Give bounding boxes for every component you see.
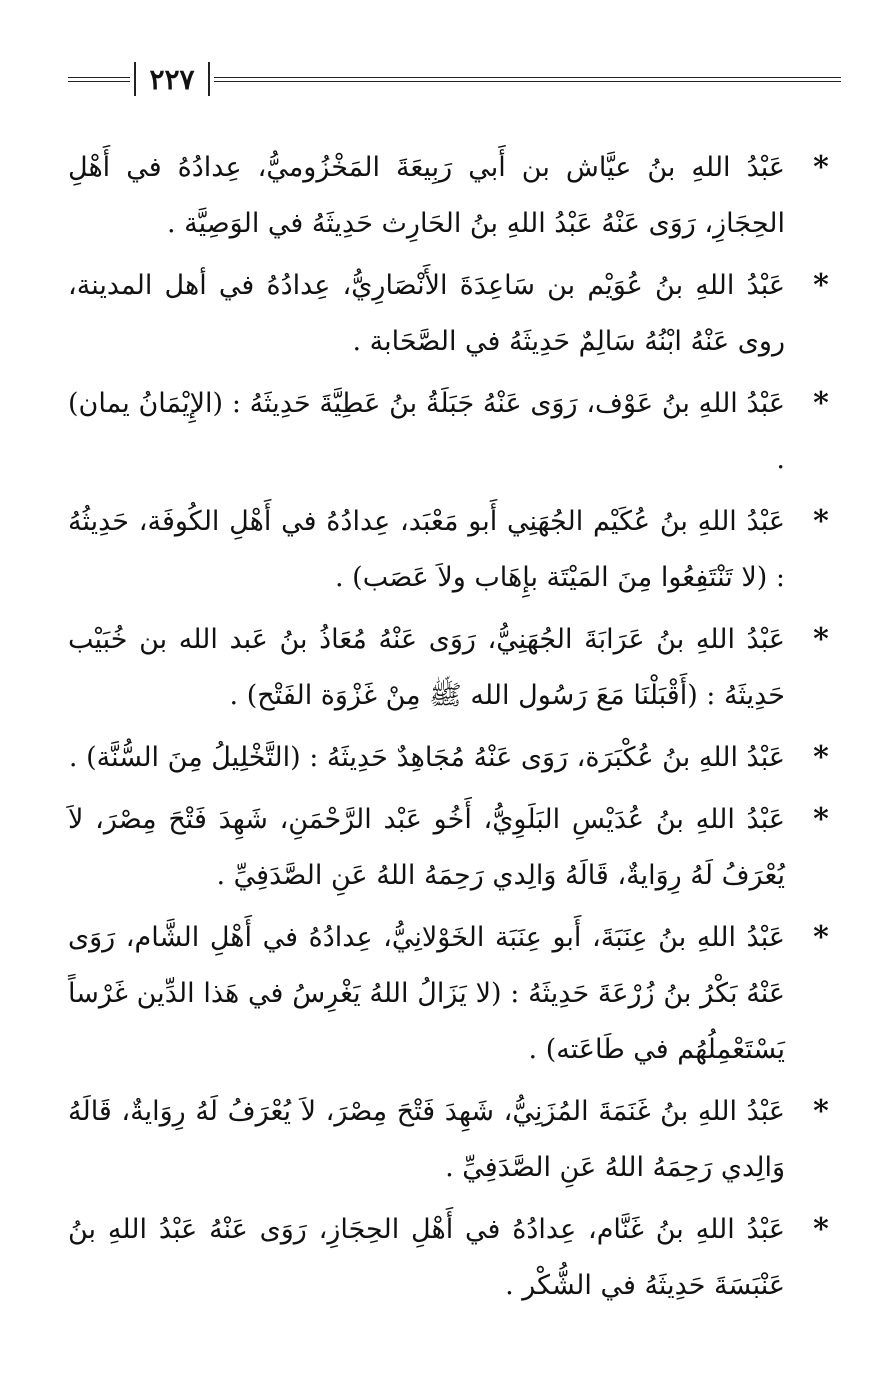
list-item [68, 1084, 841, 1196]
bullet-star: * [813, 622, 829, 657]
bullet-star: * [813, 1094, 829, 1129]
entry-text: عَبْدُ اللهِ بنُ عِنَبَةَ، أَبو عِنَبَة الخَوْلانِيُّ، عِدادُهُ في أَهْلِ الشَّام، رَوَى عَنْهُ بَكْرُ بنُ زُرْعَةَ حَدِيثَهُ : (لا يَزَالُ اللهُ يَغْرِسُ في هَذا الدِّين غَرْساً يَسْتَعْمِلُهُم في طَاعَته) . [68, 922, 785, 1065]
list-item [68, 376, 841, 488]
bullet-star: * [813, 1212, 829, 1247]
header-rule-right [214, 77, 841, 82]
bullet-star: * [813, 740, 829, 775]
list-item [68, 730, 841, 786]
list-item [68, 910, 841, 1078]
bullet-star: * [813, 150, 829, 185]
entry-text: عَبْدُ اللهِ بنُ عيَّاش بن أَبي رَبِيعَةَ المَخْزُوميُّ، عِدادُهُ في أَهْلِ الحِجَازِ، رَوَى عَنْهُ عَبْدُ اللهِ بنُ الحَارِث حَدِيثَهُ في الوَصِيَّة . [68, 152, 785, 239]
entry-text: عَبْدُ اللهِ بنُ غَنَمَةَ المُزَنِيُّ، شَهِدَ فَتْحَ مِصْرَ، لاَ يُعْرَفُ لَهُ رِوَايةٌ، قَالَهُ وَالِدي رَحِمَهُ اللهُ عَنِ الصَّدَفِيِّ . [68, 1096, 785, 1183]
entry-text: عَبْدُ اللهِ بنُ عُكَيْم الجُهَنِي أَبو مَعْبَد، عِدادُهُ في أَهْلِ الكُوفَة، حَدِيثُهُ : (لا تَنْتَفِعُوا مِنَ المَيْتَة بإِهَاب ولاَ عَصَب) . [68, 506, 785, 593]
bullet-star: * [813, 386, 829, 421]
entry-text: عَبْدُ اللهِ بنُ عُوَيْم بن سَاعِدَةَ الأَنْصَارِيُّ، عِدادُهُ في أهل المدينة، روى عَنْهُ ابْنُهُ سَالِمٌ حَدِيثَهُ في الصَّحَابة . [68, 270, 785, 357]
list-item [68, 1202, 841, 1314]
entry-text: عَبْدُ اللهِ بنُ عَرَابَةَ الجُهَنِيُّ، رَوَى عَنْهُ مُعَاذُ بنُ عَبد الله بن خُبَيْب حَدِيثَهُ : (أَقْبَلْنَا مَعَ رَسُول الله ﷺ مِنْ غَزْوَة الفَتْح) . [68, 624, 785, 711]
bullet-star: * [813, 504, 829, 539]
running-header [68, 62, 841, 98]
entry-text: عَبْدُ اللهِ بنُ غَنَّام، عِدادُهُ في أَهْلِ الحِجَازِ، رَوَى عَنْهُ عَبْدُ اللهِ بنُ عَنْبَسَةَ حَدِيثَهُ في الشُّكْر . [68, 1214, 785, 1301]
list-item [68, 494, 841, 606]
list-item [68, 792, 841, 904]
header-divider-left [134, 62, 136, 96]
header-rule-left [68, 77, 130, 82]
entry-list [68, 140, 841, 1320]
bullet-star: * [813, 802, 829, 837]
bullet-star: * [813, 920, 829, 955]
list-item [68, 258, 841, 370]
entry-text: عَبْدُ اللهِ بنُ عُدَيْسِ البَلَوِيُّ، أَخُو عَبْد الرَّحْمَنِ، شَهِدَ فَتْحَ مِصْرَ، لاَ يُعْرَفُ لَهُ رِوَايةٌ، قَالَهُ وَالِدي رَحِمَهُ اللهُ عَنِ الصَّدَفِيِّ . [68, 804, 785, 891]
entry-text: عَبْدُ اللهِ بنُ عُكْبَرَة، رَوَى عَنْهُ مُجَاهِدٌ حَدِيثَهُ : (التَّخْلِيلُ مِنَ السُّنَّة) . [68, 742, 785, 773]
list-item [68, 140, 841, 252]
header-divider-right [208, 62, 210, 96]
bullet-star: * [813, 268, 829, 303]
page-number: ٢٢٧ [149, 63, 195, 96]
entry-text: عَبْدُ اللهِ بنُ عَوْف، رَوَى عَنْهُ جَبَلَةُ بنُ عَطِيَّةَ حَدِيثَهُ : (الإِيْمَانُ يمان) . [68, 388, 785, 475]
list-item [68, 612, 841, 724]
